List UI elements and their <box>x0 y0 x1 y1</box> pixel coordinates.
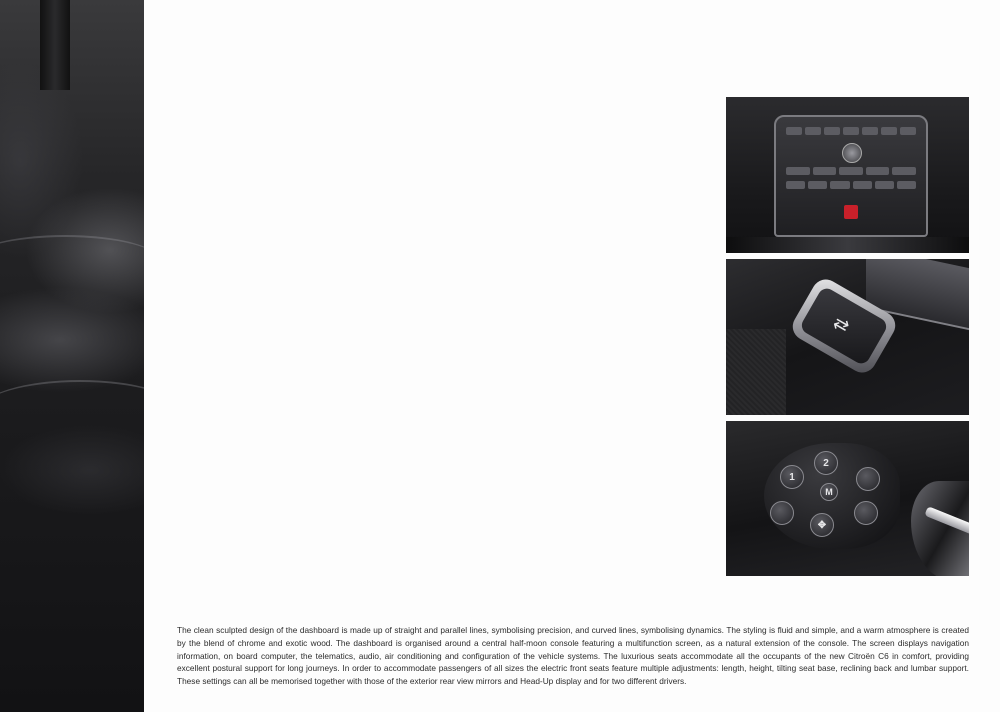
console-trim <box>726 237 969 253</box>
dashboard-console-photo <box>726 97 969 253</box>
volume-knob <box>842 143 862 163</box>
direction-arrows-icon: ✥ <box>810 513 834 537</box>
seat-back-icon <box>856 467 880 491</box>
recline-icon <box>770 501 794 525</box>
preset-1-button: 1 <box>780 465 804 489</box>
memory-buttons-photo <box>726 421 969 576</box>
climate-button-row <box>786 181 916 189</box>
seat-recline-icon: ⇄ <box>799 285 890 366</box>
radio-button-row <box>786 127 916 135</box>
seat-interior-photo <box>0 0 144 712</box>
leather-texture <box>726 329 786 415</box>
hazard-button <box>844 205 858 219</box>
memory-panel <box>764 443 900 549</box>
seat-adjust-photo <box>726 259 969 415</box>
keypad-row <box>786 167 916 175</box>
memory-button: M <box>820 483 838 501</box>
body-paragraph: The clean sculpted design of the dashboard is made up of straight and parallel lines, symbolising precision, and curved lines, symbolising dynamics. The styling is fluid and simple, and a warm atmosphere is created by the blend of chrome and exotic wood. The dashboard is organised around a central half-moon console featuring a multifunction screen, as a natural extension of the console. The screen displays navigation information, on board computer, the telematics, audio, air conditioning and configuration of the vehicle systems. The luxurious seats accommodate all the occupants of the new Citroën C6 in comfort, providing excellent postural support for long journeys. In order to accommodate passengers of all sizes the electric front seats feature multiple adjustments: length, height, tilting seat base, reclining back and lumbar support. These settings can all be memorised together with those of the exterior rear view mirrors and Head-Up display and for two different drivers. <box>177 625 969 687</box>
door-pillar <box>40 0 70 90</box>
seat-seam-lower <box>0 380 144 442</box>
preset-2-button: 2 <box>814 451 838 475</box>
mirror-icon <box>854 501 878 525</box>
center-console <box>774 115 928 237</box>
seat-seam-upper <box>0 235 144 287</box>
